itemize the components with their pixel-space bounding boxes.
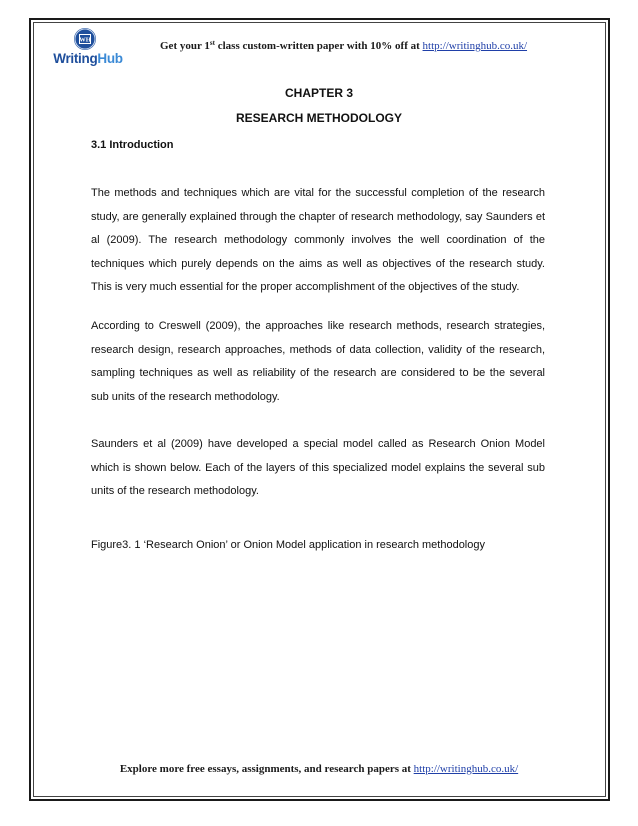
- header-promo: [160, 39, 580, 52]
- header-text-start: Get your 1: [160, 40, 210, 52]
- footer-text: Explore more free essays, assignments, and research papers at: [119, 763, 414, 775]
- figure-caption-text: ‘Research Onion’ or Onion Model application in research methodology: [143, 539, 485, 551]
- logo-wordmark: [45, 51, 131, 66]
- footer-promo: [0, 763, 638, 775]
- figure-label: Figure3. 1: [91, 539, 144, 551]
- logo-mark-icon: [74, 28, 96, 50]
- paragraph-1: The methods and techniques which are vital for the successful completion of the research study, are generally explained through the chapter of research methodology, say Saunders et al (2009). The research methodology commonly involves the well coordination of the techniques which purely depends on the aims as well as objectives of the research study. This is very much essential for the proper accomplishment of the objectives of the study.: [91, 187, 545, 293]
- logo-emblem-icon: [74, 28, 96, 50]
- logo-name-part1: Writing: [53, 51, 98, 66]
- writinghub-logo[interactable]: [45, 28, 131, 76]
- figure-caption: [91, 539, 485, 551]
- section-heading: 3.1 Introduction: [91, 139, 174, 151]
- header-link[interactable]: http://writinghub.co.uk/: [422, 40, 528, 52]
- header-text-end: class custom-written paper with 10% off at: [214, 40, 423, 52]
- logo-mark-text: WH: [79, 36, 91, 44]
- chapter-number: CHAPTER 3: [284, 86, 353, 100]
- logo-name-part2: Hub: [97, 51, 123, 66]
- paragraph-3: Saunders et al (2009) have developed a special model called as Research Onion Model which is shown below. Each of the layers of this specialized model explains the several sub units of the research methodology.: [91, 438, 545, 497]
- header-sup: st: [209, 39, 215, 47]
- footer-link[interactable]: http://writinghub.co.uk/: [413, 763, 519, 775]
- paragraph-2: According to Creswell (2009), the approaches like research methods, research strategies, research design, research approaches, methods of data collection, validity of the research, sampling techniques as well as reliability of the research are considered to be the several sub units of the research methodology.: [91, 320, 545, 403]
- chapter-title: RESEARCH METHODOLOGY: [235, 111, 402, 125]
